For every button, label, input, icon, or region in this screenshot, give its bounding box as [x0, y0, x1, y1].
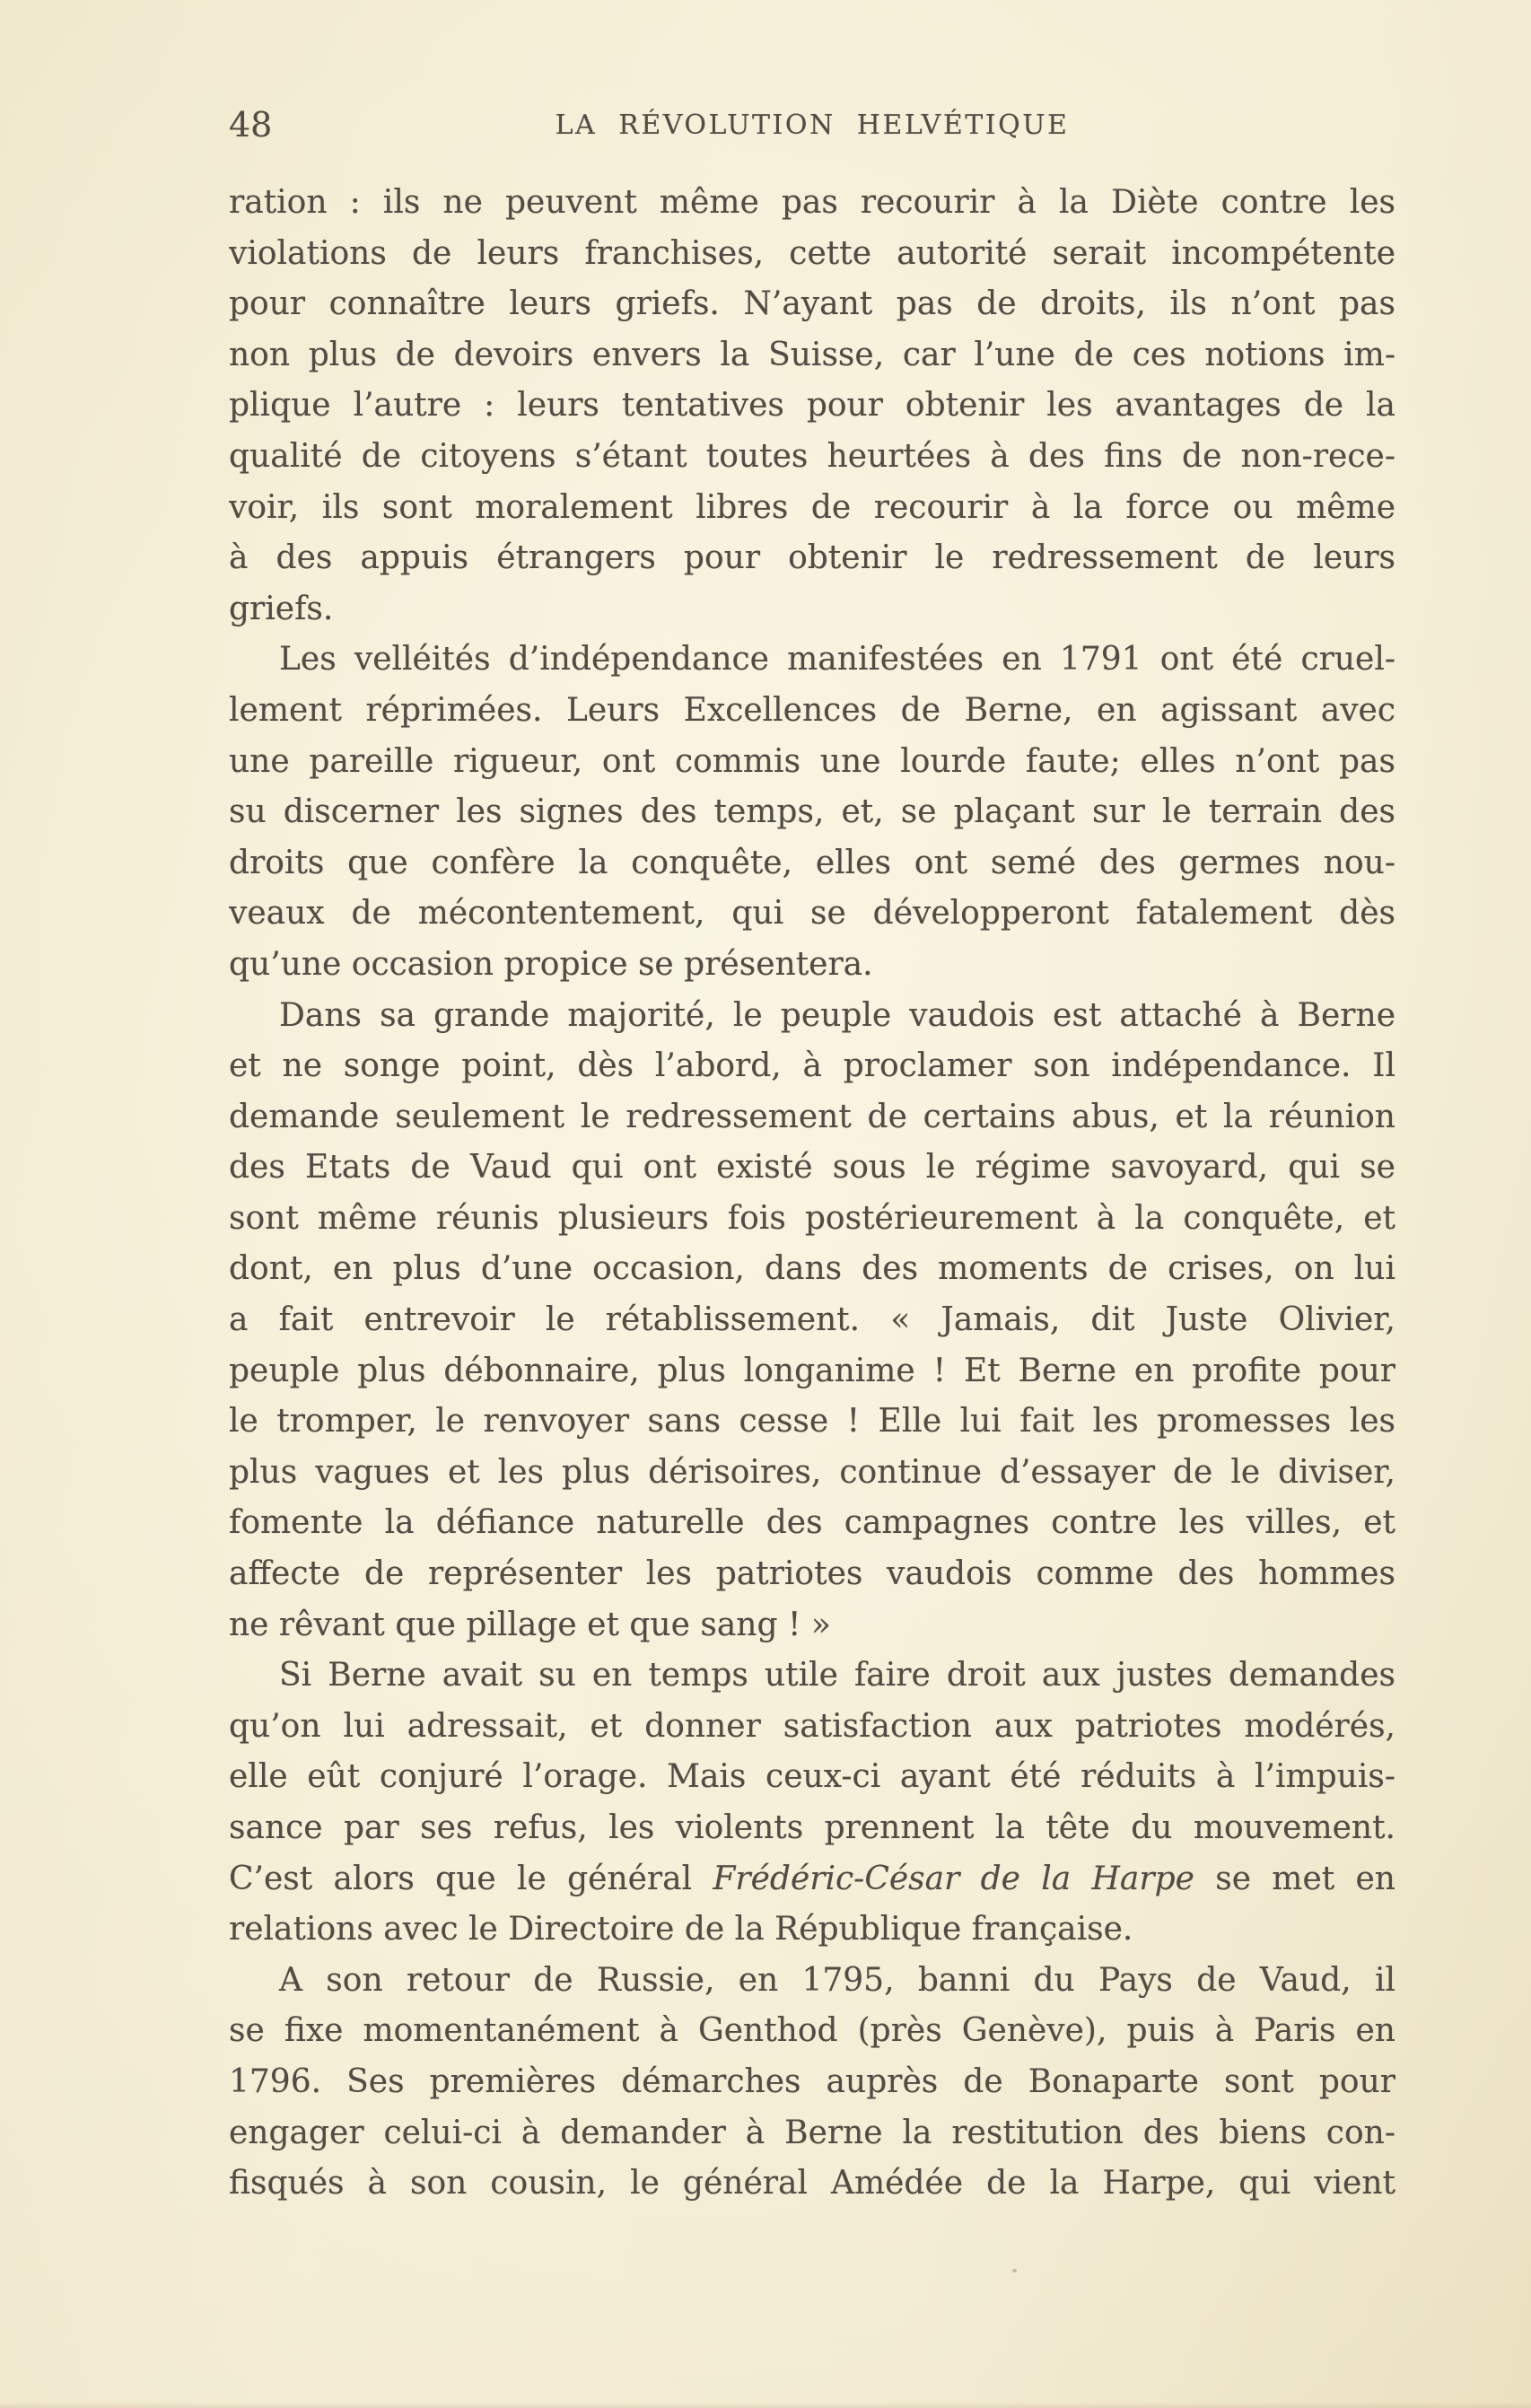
text-line: des Etats de Vaud qui ont existé sous le régime savoyard, qui se — [229, 1149, 1395, 1186]
text-line: voir, ils sont moralement libres de recourir à la force ou même — [229, 488, 1395, 526]
text-line: non plus de devoirs envers la Suisse, car l’une de ces notions im- — [229, 336, 1395, 373]
paragraph — [229, 635, 1395, 990]
text-line: demande seulement le redressement de certains abus, et la réunion — [229, 1098, 1395, 1135]
text-segment: C’est alors que le général — [229, 1860, 713, 1897]
text-line: Dans sa grande majorité, le peuple vaudois est attaché à Berne — [279, 996, 1395, 1034]
paper-speck — [1012, 2269, 1017, 2272]
text-line: Si Berne avait su en temps utile faire droit aux justes demandes — [279, 1657, 1395, 1694]
text-line: 1796. Ses premières démarches auprès de Bonaparte sont pour — [229, 2062, 1395, 2100]
paragraph — [229, 1651, 1395, 1956]
text-line: violations de leurs franchises, cette autorité serait incompétente — [229, 234, 1395, 272]
text-line: a fait entrevoir le rétablissement. « Jamais, dit Juste Olivier, — [229, 1301, 1395, 1339]
text-line: peuple plus débonnaire, plus longanime ! Et Berne en profite pour — [229, 1352, 1395, 1389]
paragraph — [229, 1956, 1395, 2210]
text-line: ration : ils ne peuvent même pas recourir à la Diète contre les — [229, 184, 1395, 221]
text-line: engager celui-ci à demander à Berne la restitution des biens con- — [229, 2114, 1395, 2151]
text-line: plique l’autre : leurs tentatives pour obtenir les avantages de la — [229, 387, 1395, 425]
text-block — [229, 178, 1395, 2210]
text-line: fomente la défiance naturelle des campagnes contre les villes, et — [229, 1504, 1395, 1542]
text-line: lement réprimées. Leurs Excellences de Berne, en agissant avec — [229, 691, 1395, 729]
text-line: pour connaître leurs griefs. N’ayant pas de droits, ils n’ont pas — [229, 285, 1395, 323]
text-line: A son retour de Russie, en 1795, banni du Pays de Vaud, il — [279, 1961, 1395, 1999]
text-line: dont, en plus d’une occasion, dans des moments de crises, on lui — [229, 1250, 1395, 1288]
text-line: elle eût conjuré l’orage. Mais ceux-ci ayant été réduits à l’impuis- — [229, 1758, 1395, 1796]
text-line: une pareille rigueur, ont commis une lourde faute; elles n’ont pas — [229, 742, 1395, 780]
text-line — [229, 1854, 1395, 1905]
text-line: plus vagues et les plus dérisoires, continue d’essayer de le diviser, — [229, 1453, 1395, 1491]
page-number: 48 — [229, 105, 273, 144]
page-header — [229, 102, 1395, 147]
text-line: griefs. — [229, 590, 334, 627]
text-segment: se met en — [1194, 1860, 1395, 1897]
text-line: se fixe momentanément à Genthod (près Genève), puis à Paris en — [229, 2012, 1395, 2050]
running-title: LA RÉVOLUTION HELVÉTIQUE — [555, 109, 1070, 141]
italicized-name: Frédéric-César de la Harpe — [713, 1860, 1194, 1897]
text-line: à des appuis étrangers pour obtenir le redressement de leurs — [229, 539, 1395, 577]
text-line: Les velléités d’indépendance manifestées en 1791 ont été cruel- — [279, 641, 1395, 679]
text-line: sance par ses refus, les violents prennent la tête du mouvement. — [229, 1809, 1395, 1846]
text-line: ne rêvant que pillage et que sang ! » — [229, 1606, 831, 1643]
text-line: et ne songe point, dès l’abord, à proclamer son indépendance. Il — [229, 1047, 1395, 1085]
text-line: qualité de citoyens s’étant toutes heurtées à des fins de non-rece- — [229, 437, 1395, 475]
text-line: sont même réunis plusieurs fois postérieurement à la conquête, et — [229, 1199, 1395, 1237]
text-line: su discerner les signes des temps, et, se plaçant sur le terrain des — [229, 793, 1395, 831]
paragraph — [229, 991, 1395, 1651]
text-line: qu’une occasion propice se présentera. — [229, 945, 873, 983]
text-line: fisqués à son cousin, le général Amédée de la Harpe, qui vient — [229, 2165, 1395, 2202]
text-line: le tromper, le renvoyer sans cesse ! Elle lui fait les promesses les — [229, 1403, 1395, 1440]
text-line: droits que confère la conquête, elles ont semé des germes nou- — [229, 844, 1395, 881]
text-line: veaux de mécontentement, qui se développeront fatalement dès — [229, 895, 1395, 933]
paragraph — [229, 178, 1395, 635]
text-line: relations avec le Directoire de la République française. — [229, 1911, 1133, 1948]
text-line: qu’on lui adressait, et donner satisfaction aux patriotes modérés, — [229, 1707, 1395, 1745]
text-line: affecte de représenter les patriotes vaudois comme des hommes — [229, 1555, 1395, 1593]
